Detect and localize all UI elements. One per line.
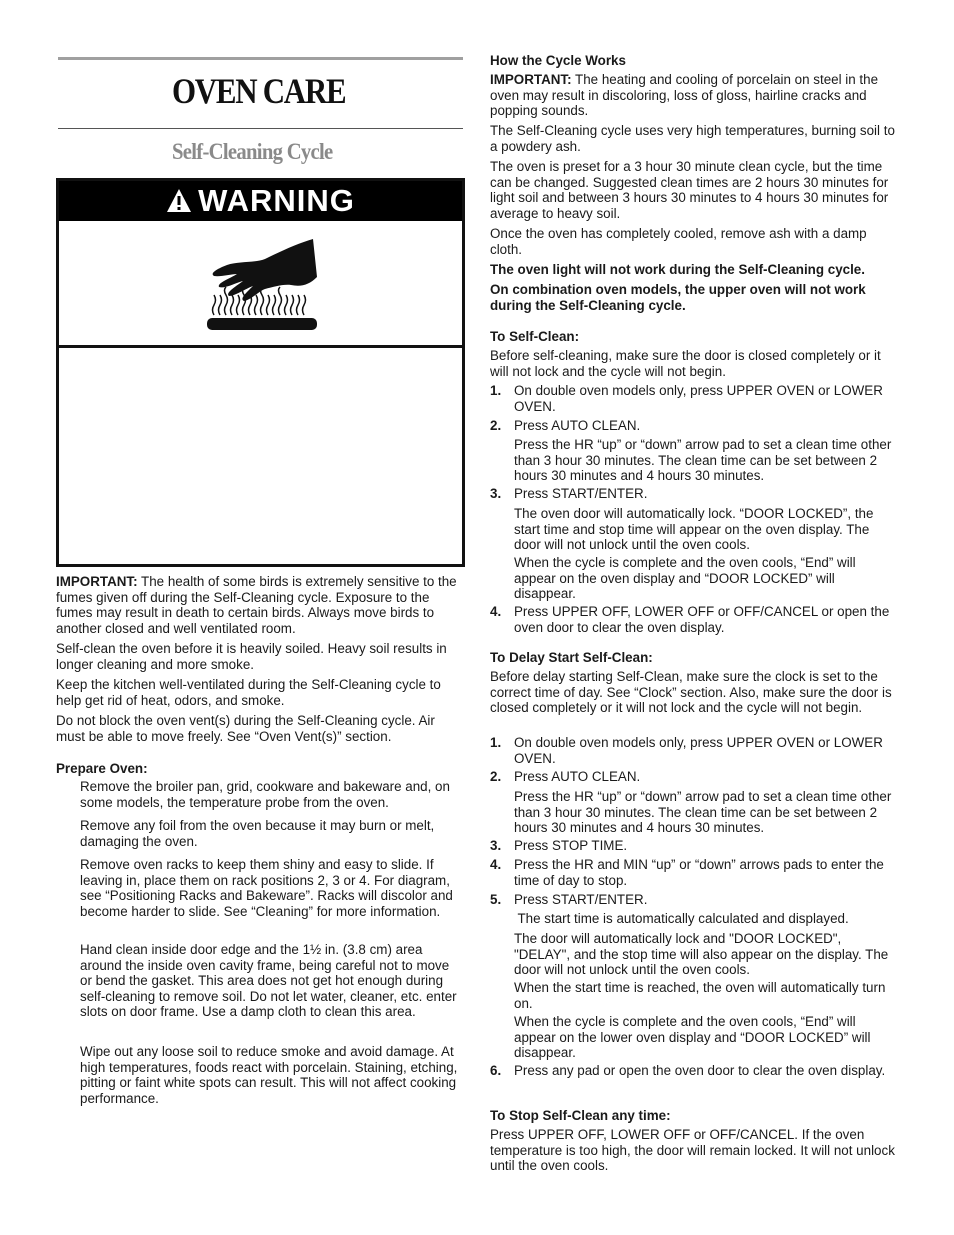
step-text: When the cycle is complete and the oven cools, “End” will appear on the oven display and “DOOR LOCKED” will disappear. (514, 555, 856, 602)
step-text: When the cycle is complete and the oven cools, “End” will appear on the lower oven display and “DOOR LOCKED” will disappear. (514, 1014, 871, 1061)
warning-triangle-icon (166, 188, 192, 214)
step-text: Press the HR “up” or “down” arrow pad to set a clean time other than 3 hour 30 minutes. The clean time can be set between 2 hours 30 minutes and 4 hours 30 minutes. (514, 437, 892, 484)
step-text: Press STOP TIME. (514, 838, 628, 853)
how-cycle-works-heading: How the Cycle Works (490, 53, 626, 68)
hot-surface-hand-icon (59, 221, 462, 345)
paragraph-ventilation: Keep the kitchen well-ventilated during the Self-Cleaning cycle to help get rid of heat, odors, and smoke. (56, 677, 441, 708)
paragraph-oven-vent: Do not block the oven vent(s) during the Self-Cleaning cycle. Air must be able to move freely. See “Oven Vent(s)” section. (56, 713, 435, 744)
oven-light-note: The oven light will not work during the Self-Cleaning cycle. (490, 262, 865, 277)
step-text: On double oven models only, press UPPER OVEN or LOWER OVEN. (514, 383, 883, 414)
step-text: Press START/ENTER. (514, 892, 648, 907)
step-text: Press any pad or open the oven door to clear the oven display. (514, 1063, 886, 1078)
step-text: When the start time is reached, the oven will automatically turn on. (514, 980, 886, 1011)
important-label: IMPORTANT: (56, 574, 138, 589)
step-number: 3. (490, 838, 502, 853)
how-paragraph: Once the oven has completely cooled, remove ash with a damp cloth. (490, 226, 867, 257)
stop-self-clean-heading: To Stop Self-Clean any time: (490, 1108, 671, 1123)
warning-label: WARNING (198, 183, 355, 218)
paragraph-heavy-soil: Self-clean the oven before it is heavily soiled. Heavy soil results in longer cleaning and more smoke. (56, 641, 447, 672)
delay-start-intro: Before delay starting Self-Clean, make sure the clock is set to the correct time of day. See “Clock” section. Also, make sure the door is closed completely or it will not lock and the cycle will not begin. (490, 669, 892, 716)
title-bottom-rule (58, 128, 463, 129)
step-number: 4. (490, 604, 502, 619)
step-number: 1. (490, 383, 502, 398)
step-text: Press START/ENTER. (514, 486, 648, 501)
step-number: 6. (490, 1063, 502, 1078)
important-birds-paragraph (56, 574, 463, 636)
step-text: On double oven models only, press UPPER OVEN or LOWER OVEN. (514, 735, 883, 766)
step-number: 4. (490, 857, 502, 872)
prepare-item: Remove oven racks to keep them shiny and easy to slide. If leaving in, place them on rack positions 2, 3 or 4. For diagram, see “Positioning Racks and Bakeware”. Racks will discolor and become harder to slide. See “Cleaning” for more information. (80, 857, 453, 919)
step-number: 5. (490, 892, 502, 907)
prepare-item: Remove the broiler pan, grid, cookware and bakeware and, on some models, the temperature probe from the oven. (80, 779, 450, 810)
warning-divider (59, 345, 462, 348)
self-clean-heading: To Self-Clean: (490, 329, 580, 344)
step-text: Press UPPER OFF, LOWER OFF or OFF/CANCEL or open the oven door to clear the oven display. (514, 604, 890, 635)
title-top-rule (58, 57, 463, 60)
step-text: The door will automatically lock and "DOOR LOCKED", "DELAY", and the stop time will also appear on the display. The door will not unlock until the oven cools. (514, 931, 889, 978)
stop-self-clean-text: Press UPPER OFF, LOWER OFF or OFF/CANCEL. If the oven temperature is too high, the door will remain locked. It will not unlock until the oven cools. (490, 1127, 895, 1174)
step-text: Press AUTO CLEAN. (514, 769, 641, 784)
page-title: OVEN CARE (172, 71, 346, 111)
prepare-oven-heading: Prepare Oven: (56, 761, 148, 776)
how-paragraph: The Self-Cleaning cycle uses very high temperatures, burning soil to a powdery ash. (490, 123, 895, 154)
delay-start-heading: To Delay Start Self-Clean: (490, 650, 653, 665)
step-number: 1. (490, 735, 502, 750)
how-important-paragraph (490, 72, 898, 119)
prepare-item: Hand clean inside door edge and the 1½ in. (3.8 cm) area around the inside oven cavity frame, being careful not to move or bend the gasket. This area does not get hot enough during self-cleaning to remove soil. Do not let water, cleaner, etc. enter slots on door frame. Use a damp cloth to clean this area. (80, 942, 457, 1020)
important-text: The health of some birds is extremely sensitive to the fumes given off during the Self-Cleaning cycle. Exposure to the fumes may result in death to certain birds. Always move birds to another closed and well ventilated room. (56, 574, 457, 636)
step-number: 3. (490, 486, 502, 501)
step-text: Press AUTO CLEAN. (514, 418, 641, 433)
how-important-label: IMPORTANT: (490, 72, 572, 87)
step-text: The oven door will automatically lock. “DOOR LOCKED”, the start time and stop time will appear on the oven display. The door will not unlock until the oven cools. (514, 506, 874, 553)
self-clean-intro: Before self-cleaning, make sure the door is closed completely or it will not lock and the cycle will not begin. (490, 348, 881, 379)
prepare-item: Wipe out any loose soil to reduce smoke and avoid damage. At high temperatures, foods react with porcelain. Staining, etching, pitting or faint white spots can result. This will not affect cooking performance. (80, 1044, 458, 1106)
step-text: The start time is automatically calculated and displayed. (514, 911, 849, 926)
how-paragraph: The oven is preset for a 3 hour 30 minute clean cycle, but the time can be changed. Suggested clean times are 2 hours 30 minutes for light soil and between 3 hours 30 minutes to 4 hours 30 minutes for average to heavy soil. (490, 159, 889, 221)
step-text: Press the HR and MIN “up” or “down” arrows pads to enter the time of day to stop. (514, 857, 884, 888)
step-number: 2. (490, 418, 502, 433)
combination-oven-note: On combination oven models, the upper oven will not work during the Self-Cleaning cycle. (490, 282, 866, 313)
warning-box (56, 178, 465, 567)
prepare-item: Remove any foil from the oven because it may burn or melt, damaging the oven. (80, 818, 435, 849)
section-title: Self-Cleaning Cycle (172, 139, 333, 164)
step-text: Press the HR “up” or “down” arrow pad to set a clean time other than 3 hour 30 minutes. The clean time can be set between 2 hours 30 minutes and 4 hours 30 minutes. (514, 789, 892, 836)
how-important-text: The heating and cooling of porcelain on steel in the oven may result in discoloring, loss of gloss, hairline cracks and popping sounds. (490, 72, 879, 119)
warning-header (59, 181, 462, 221)
step-number: 2. (490, 769, 502, 784)
